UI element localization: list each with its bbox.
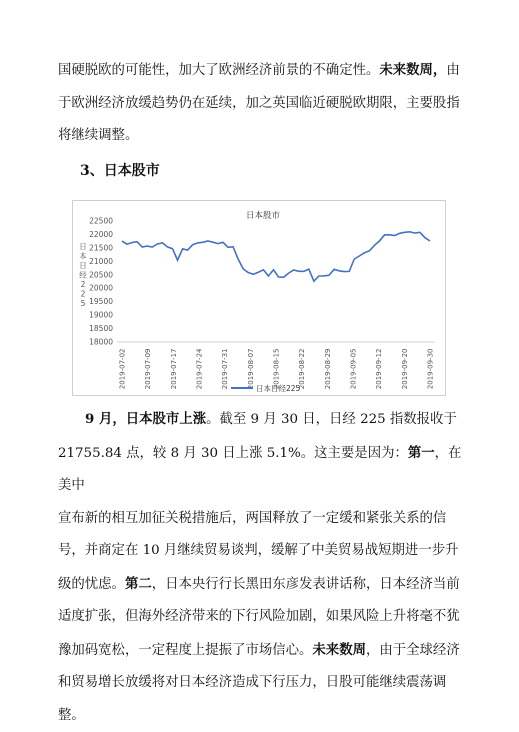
text-line: 号，并商定在 10 月继续贸易谈判，缓解了中美贸易战短期进一步升 [58,535,466,568]
bold-phrase: 未来数周， [379,62,446,78]
text-span: ，由于全球经济 [366,643,460,658]
bold-phrase: 未来数周 [312,642,366,658]
x-tick-label: 2019-07-24 [196,348,204,389]
bold-phrase: 第二 [125,576,152,592]
y-tick-label: 18000 [89,338,113,347]
text-span: 由 [446,63,459,78]
bold-phrase: 第一 [408,445,435,461]
y-tick-label: 22500 [89,217,113,226]
text-span: 豫加码宽松，一定程度上提振了市场信心。 [58,643,312,658]
y-axis-label: 日本日经 2 2 5 [79,242,87,308]
x-tick-label: 2019-07-17 [170,349,178,390]
x-tick-label: 2019-09-20 [401,349,409,390]
y-tick-label: 20500 [89,270,113,279]
text-span: 21755.84 点，较 8 月 30 日上涨 5.1%。这主要是因为： [58,446,408,461]
text-line [58,568,466,602]
text-span: ，在美中 [58,446,461,494]
text-line: 于欧洲经济放缓趋势仍在延续，加之英国临近硬脱欧期限，主要股指 [58,88,466,121]
bold-phrase: 日本股市上涨 [126,411,206,427]
text-span: ，日本央行行长黑田东彦发表讲话称，日本经济当前 [152,577,460,592]
x-tick-label: 2019-08-07 [247,349,255,390]
text-line [58,54,466,88]
y-tick-label: 19500 [89,297,113,306]
text-line: 适度扩张，但海外经济带来的下行风险加剧，如果风险上升将毫不犹 [58,601,466,634]
legend-label: 日本日经225 [256,383,301,393]
y-tick-label: 19000 [89,311,113,320]
x-tick-label: 2019-09-30 [427,349,435,390]
section-heading: 3、日本股市 [80,160,160,180]
x-tick-label: 2019-08-22 [298,349,306,390]
chart-container [72,200,446,396]
y-tick-label: 20000 [89,284,113,293]
x-tick-label: 2019-09-12 [375,349,383,390]
text-line: 将继续调整。 [58,120,466,153]
paragraph-japan-analysis [58,403,466,732]
y-tick-label: 21500 [89,243,113,252]
text-line: 和贸易增长放缓将对日本经济造成下行压力，日股可能继续震荡调 [58,667,466,700]
x-tick-label: 2019-08-15 [273,349,281,390]
series-line-nikkei225 [122,232,430,281]
x-tick-label: 2019-07-02 [119,349,127,390]
text-line: 整。 [58,700,466,732]
y-tick-label: 22000 [89,230,113,239]
text-line [58,634,466,668]
text-line [58,403,466,437]
nikkei-line-chart [73,201,445,395]
chart-title: 日本股市 [246,210,281,221]
x-tick-label: 2019-07-09 [144,349,152,390]
text-line [58,437,466,503]
y-tick-label: 18500 [89,324,113,333]
y-tick-label: 21000 [89,257,113,266]
text-span: 国硬脱欧的可能性，加大了欧洲经济前景的不确定性。 [58,63,379,78]
paragraph-europe-outlook [58,54,466,153]
x-tick-label: 2019-09-05 [350,349,358,390]
x-tick-label: 2019-07-31 [221,349,229,390]
bold-phrase: 9 月， [85,411,126,427]
text-line: 宣布新的相互加征关税措施后，两国释放了一定缓和紧张关系的信 [58,503,466,536]
chart-legend [231,383,301,393]
x-tick-label: 2019-08-29 [324,349,332,390]
text-span: 。截至 9 月 30 日，日经 225 指数报收于 [206,412,457,427]
text-span: 级的忧虑。 [58,577,125,592]
